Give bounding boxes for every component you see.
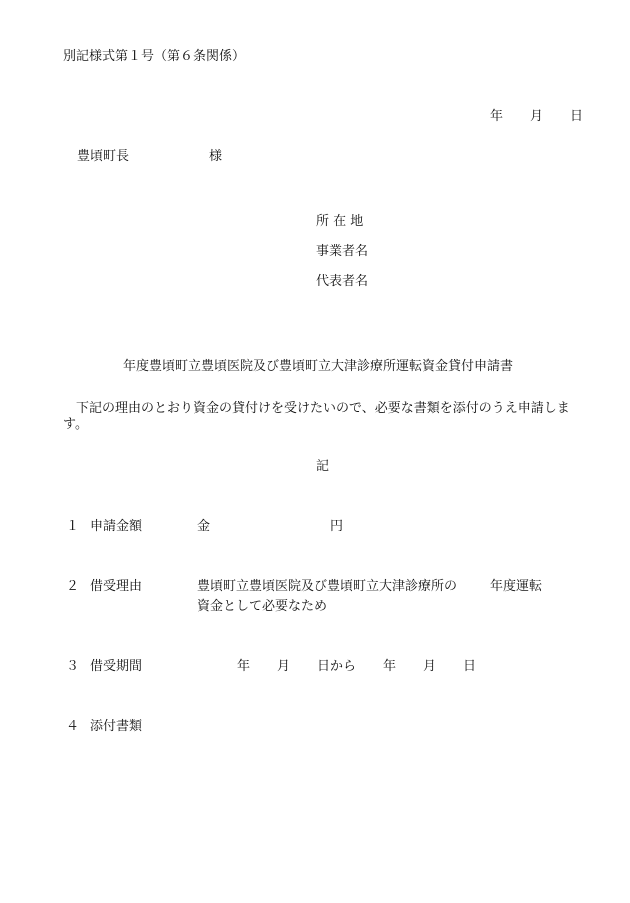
- item-4-number: ４: [66, 719, 80, 734]
- representative-label: 代表者名: [316, 274, 369, 289]
- item-4-label: 添付書類: [90, 719, 143, 734]
- item-2-label: 借受理由: [90, 579, 143, 594]
- reason-line2: 資金として必要なため: [197, 599, 328, 614]
- body-text: 下記の理由のとおり資金の貸付けを受けたいので、必要な書類を添付のうえ申請します。: [63, 401, 570, 432]
- period-month-2: 月: [423, 659, 437, 674]
- item-3-label: 借受期間: [90, 659, 143, 674]
- item-3-number: ３: [66, 659, 80, 674]
- document-title: 年度豊頃町立豊頃医院及び豊頃町立大津診療所運転資金貸付申請書: [123, 359, 514, 374]
- item-1-label: 申請金額: [90, 519, 143, 534]
- address-label: 所 在 地: [316, 214, 364, 229]
- period-month-1: 月: [277, 659, 291, 674]
- period-day-from: 日から: [317, 659, 357, 674]
- amount-prefix: 金: [197, 519, 211, 534]
- period-day-2: 日: [463, 659, 477, 674]
- item-2-number: ２: [66, 579, 80, 594]
- period-year-2: 年: [383, 659, 397, 674]
- addressee-name: 豊頃町長: [77, 149, 130, 164]
- reason-line1-b: 年度運転: [490, 579, 543, 594]
- addressee-honorific: 様: [209, 149, 223, 164]
- date-year: 年: [490, 109, 504, 124]
- period-year-1: 年: [237, 659, 251, 674]
- date-day: 日: [570, 109, 584, 124]
- date-month: 月: [530, 109, 544, 124]
- item-1-number: １: [66, 519, 80, 534]
- ki-heading: 記: [316, 459, 330, 474]
- reason-line1-a: 豊頃町立豊頃医院及び豊頃町立大津診療所の: [197, 579, 458, 594]
- amount-unit: 円: [330, 519, 344, 534]
- form-number: 別記様式第１号（第６条関係）: [63, 49, 246, 64]
- business-name-label: 事業者名: [316, 244, 369, 259]
